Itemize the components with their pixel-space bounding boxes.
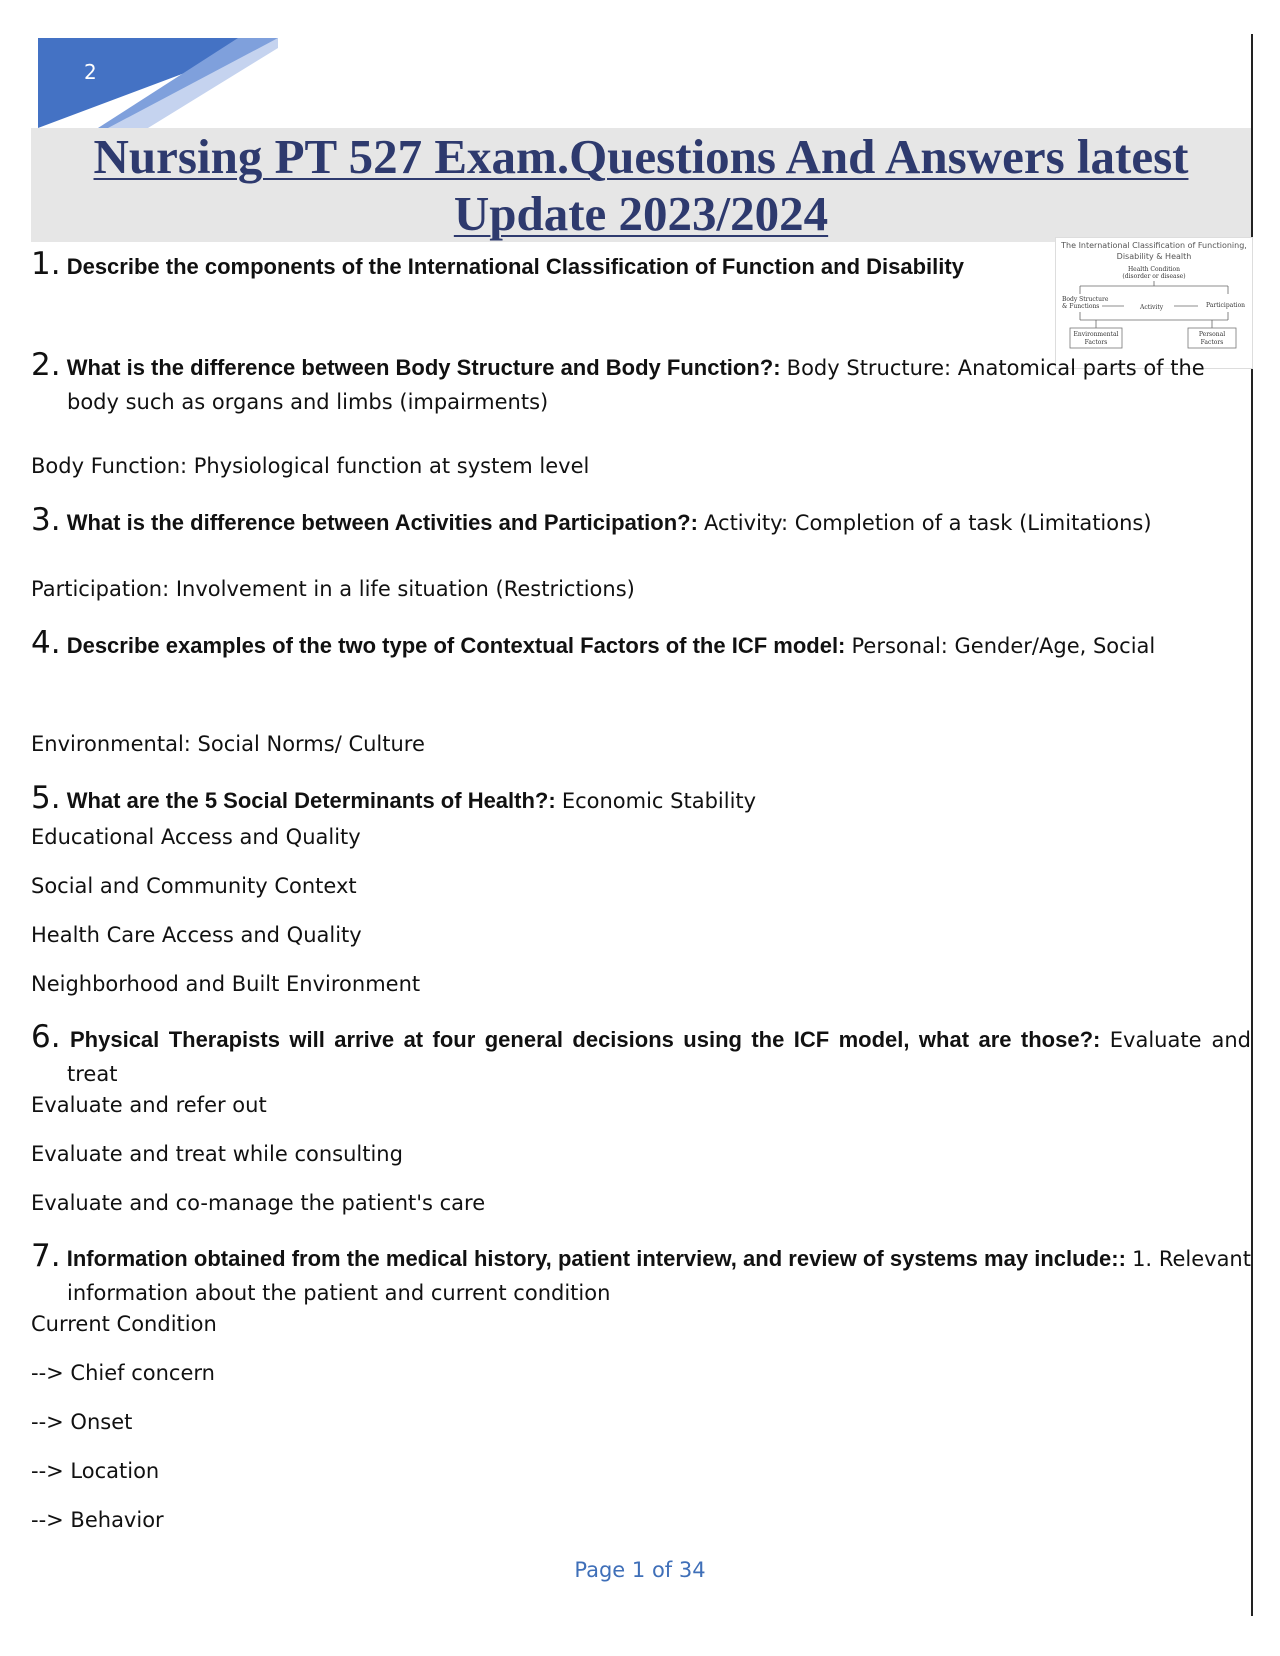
page-footer: Page 1 of 34 — [574, 1558, 706, 1582]
icf-personal-2: Factors — [1200, 339, 1224, 346]
question-1 — [31, 248, 1053, 283]
answer-line: Participation: Involvement in a life situation (Restrictions) — [31, 577, 635, 601]
icf-env-1: Environmental — [1073, 331, 1119, 338]
answer-line: Evaluate and co-manage the patient's care — [31, 1191, 486, 1215]
icf-health-1: Health Condition — [1127, 266, 1181, 273]
question-text: What is the difference between Activities and Participation?: — [66, 510, 698, 535]
question-text: Information obtained from the medical history, patient interview, and review of systems may include:: — [66, 1246, 1126, 1271]
icf-title-2: Disability & Health — [1116, 252, 1192, 261]
question-text: Describe examples of the two type of Contextual Factors of the ICF model: — [66, 633, 846, 658]
answer-text: Personal: Gender/Age, Social — [851, 634, 1156, 658]
question-5 — [31, 782, 1251, 818]
corner-banner — [38, 38, 278, 128]
icf-body-1: Body Structure — [1062, 296, 1109, 303]
answer-line: --> Location — [31, 1459, 160, 1483]
answer-line: Environmental: Social Norms/ Culture — [31, 732, 425, 756]
answer-line: Social and Community Context — [31, 874, 357, 898]
question-3 — [31, 504, 1251, 540]
question-number: 3. — [31, 502, 61, 538]
answer-line: Body Function: Physiological function at system level — [31, 454, 590, 478]
question-text: What are the 5 Social Determinants of Health?: — [66, 788, 556, 813]
icf-personal-1: Personal — [1198, 331, 1226, 338]
icf-activity: Activity — [1140, 304, 1164, 311]
icf-body-2: & Functions — [1062, 303, 1100, 310]
question-number: 2. — [31, 347, 61, 383]
icf-env-2: Factors — [1084, 339, 1108, 346]
question-2 — [31, 349, 1251, 419]
answer-line: Evaluate and refer out — [31, 1093, 267, 1117]
answer-text: Evaluate and treat — [67, 1028, 1251, 1086]
answer-line: Educational Access and Quality — [31, 825, 361, 849]
question-number: 1. — [31, 248, 61, 282]
question-text: Physical Therapists will arrive at four general decisions using the ICF model, what are those?: — [70, 1027, 1101, 1052]
question-4 — [31, 627, 1251, 663]
answer-line: --> Chief concern — [31, 1361, 215, 1385]
page-badge: 2 — [84, 60, 97, 84]
icf-participation: Participation — [1206, 302, 1246, 309]
answer-line: Health Care Access and Quality — [31, 923, 362, 947]
icf-health-2: (disorder or disease) — [1122, 273, 1186, 280]
answer-line: --> Onset — [31, 1410, 133, 1434]
answer-line: Current Condition — [31, 1312, 217, 1336]
question-text: What is the difference between Body Structure and Body Function?: — [66, 355, 781, 380]
icf-title-1: The International Classification of Functioning, — [1061, 241, 1247, 250]
answer-line: --> Behavior — [31, 1508, 164, 1532]
answer-text: Economic Stability — [561, 789, 757, 813]
answer-text: 1. Relevant information about the patient and current condition — [67, 1247, 1251, 1305]
answer-line: Evaluate and treat while consulting — [31, 1142, 403, 1166]
question-number: 5. — [31, 780, 61, 816]
question-number: 7. — [31, 1238, 61, 1274]
question-7 — [31, 1240, 1251, 1310]
answer-text: Activity: Completion of a task (Limitations) — [704, 511, 1152, 535]
question-number: 4. — [31, 625, 61, 661]
document-title: Nursing PT 527 Exam.Questions And Answers latest Update 2023/2024 — [93, 129, 1189, 241]
answer-text: Body Structure: Anatomical parts of the body such as organs and limbs (impairments) — [67, 356, 1205, 414]
answer-line: Neighborhood and Built Environment — [31, 972, 421, 996]
question-text: Describe the components of the International Classification of Function and Disability — [66, 254, 964, 279]
question-6 — [31, 1021, 1251, 1091]
question-number: 6. — [31, 1019, 61, 1055]
